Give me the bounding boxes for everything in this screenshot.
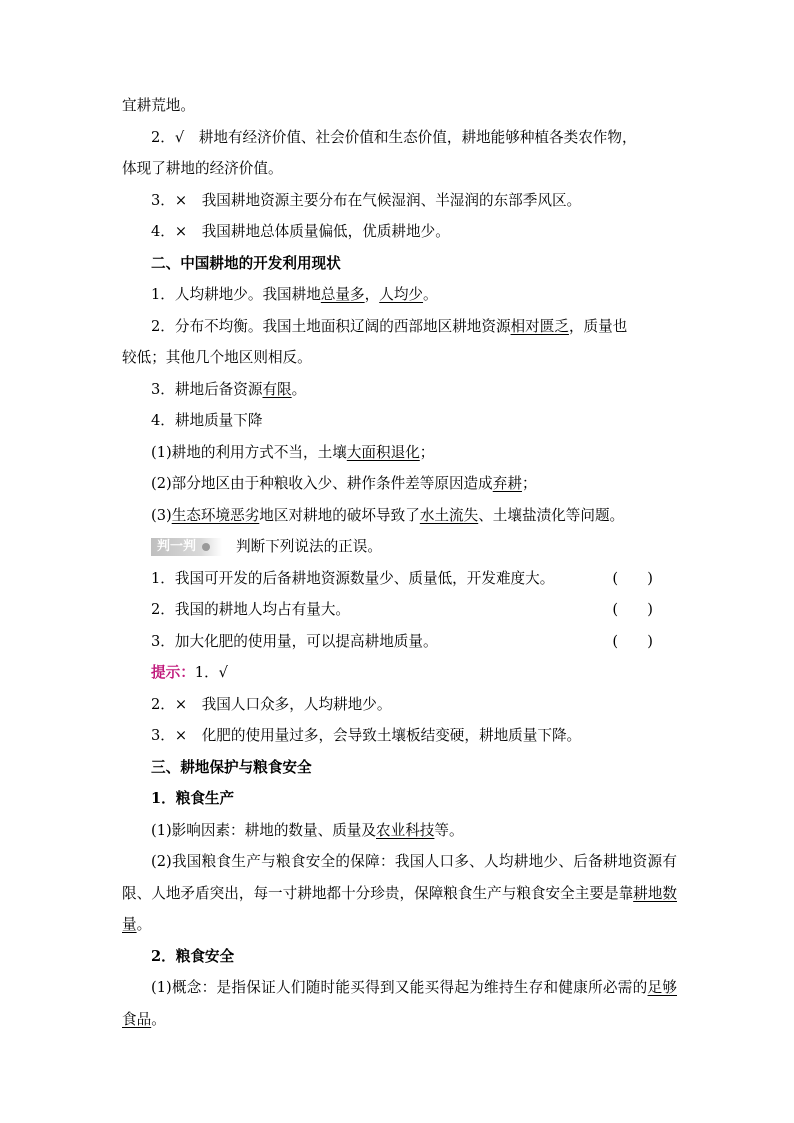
- paragraph: [122, 972, 677, 1035]
- subsection-heading: [122, 941, 677, 973]
- paragraph-text: 4．耕地质量下降: [151, 412, 263, 429]
- text-line: [122, 405, 677, 437]
- text-line: [122, 374, 677, 406]
- paragraph: [122, 846, 677, 941]
- question-line: [122, 563, 677, 595]
- exercise-header: [122, 531, 677, 563]
- paragraph-text: 3．× 我国耕地资源主要分布在气候湿润、半湿润的东部季风区。: [151, 191, 582, 209]
- paragraph-text: 1．人均耕地少。我国耕地: [151, 286, 321, 303]
- paragraph-text: 3．耕地后备资源: [151, 380, 263, 398]
- paragraph-text: 、土壤盐渍化等问题。: [478, 506, 625, 524]
- section-heading: [122, 248, 677, 280]
- exercise-tag: [151, 538, 222, 556]
- text-line: [122, 468, 677, 500]
- exercise-tag-label: 判一判: [157, 539, 197, 554]
- paragraph-text: (3): [151, 506, 172, 524]
- text-line: [122, 279, 677, 311]
- hint-label: 提示：: [151, 664, 195, 681]
- answer-line: [122, 689, 677, 721]
- paragraph-text: 2．× 我国人口众多，人均耕地少。: [151, 695, 392, 713]
- underlined-term: 人均少: [379, 286, 424, 303]
- subsection-heading-text: 2．粮食安全: [151, 947, 235, 965]
- punctuation: 。: [136, 916, 152, 933]
- paragraph-text: 4．× 我国耕地总体质量偏低，优质耕地少。: [151, 223, 450, 240]
- punctuation: ；: [521, 475, 537, 492]
- question-line: [122, 594, 677, 626]
- answer-line: [122, 216, 677, 248]
- answer-blank: ( ): [612, 632, 653, 650]
- circle-dot-icon: [202, 543, 210, 551]
- paragraph-text: 宜耕荒地。: [122, 97, 195, 114]
- punctuation: ，: [364, 286, 380, 303]
- paragraph-text: 等。: [434, 821, 464, 839]
- underlined-term: 总量多: [320, 286, 365, 303]
- underlined-term: 弃耕: [492, 475, 522, 492]
- underlined-term: 大面积退化: [346, 443, 420, 461]
- question-line: [122, 626, 677, 658]
- text-line: [122, 342, 677, 374]
- text-line: [122, 437, 677, 469]
- underlined-term: 有限: [262, 380, 292, 398]
- text-line: [122, 153, 677, 185]
- underlined-term: 农业科技: [376, 821, 435, 839]
- text-line: [122, 815, 677, 847]
- text-line: [122, 90, 677, 122]
- text-line: [122, 500, 677, 532]
- hint-line: [122, 657, 677, 689]
- question-text: 1．我国可开发的后备耕地资源数量少、质量低，开发难度大。: [151, 569, 555, 587]
- paragraph-text: 2．√ 耕地有经济价值、社会价值和生态价值，耕地能够种植各类农作物，: [151, 128, 637, 146]
- text-line: [122, 311, 677, 343]
- paragraph-text: 3．× 化肥的使用量过多，会导致土壤板结变硬，耕地质量下降。: [151, 727, 582, 744]
- paragraph-text: (2)部分地区由于种粮收入少、耕作条件差等原因造成: [151, 475, 493, 492]
- paragraph-text: (1)概念：是指保证人们随时能买得到又能买得起为维持生存和健康所必需的: [151, 979, 648, 996]
- punctuation: 。: [423, 286, 438, 303]
- exercise-instruction: 判断下列说法的正误。: [236, 538, 382, 555]
- punctuation: 。: [151, 1010, 166, 1028]
- underlined-term: 耕地数量: [122, 884, 677, 933]
- paragraph-text: (1)影响因素：耕地的数量、质量及: [151, 821, 376, 839]
- paragraph-text: 较低；其他几个地区则相反。: [122, 349, 312, 366]
- subsection-heading: [122, 783, 677, 815]
- hint-answer: 1．√: [194, 664, 228, 681]
- answer-line: [122, 720, 677, 752]
- answer-blank: ( ): [612, 569, 653, 587]
- question-text: 2．我国的耕地人均占有量大。: [151, 601, 351, 618]
- paragraph-text: 地区对耕地的破坏导致了: [259, 506, 420, 524]
- answer-line: [122, 122, 677, 154]
- paragraph-text: (1)耕地的利用方式不当，土壤: [151, 443, 347, 461]
- section-heading: [122, 752, 677, 784]
- paragraph-text: 体现了耕地的经济价值。: [122, 160, 283, 177]
- paragraph-text: 2．分布不均衡。我国土地面积辽阔的西部地区耕地资源: [151, 317, 511, 335]
- paragraph-text: (2)我国粮食生产与粮食安全的保障：我国人口多、人均耕地少、后备耕地资源有限、人地矛盾突出，每一寸耕地都十分珍贵，保障粮食生产与粮食安全主要是靠: [122, 853, 677, 902]
- punctuation: 。: [291, 380, 307, 398]
- answer-line: [122, 185, 677, 217]
- underlined-term: 生态环境恶劣: [171, 506, 260, 524]
- punctuation: ；: [419, 443, 435, 461]
- section-heading-text: 二、中国耕地的开发利用现状: [151, 254, 341, 272]
- underlined-term: 足够食品: [122, 979, 677, 1028]
- answer-blank: ( ): [612, 601, 653, 618]
- paragraph-text: ，质量也: [568, 317, 628, 335]
- question-text: 3．加大化肥的使用量，可以提高耕地质量。: [151, 632, 438, 650]
- subsection-heading-text: 1．粮食生产: [151, 790, 235, 807]
- document-page: [122, 90, 677, 1035]
- underlined-term: 相对匮乏: [510, 317, 569, 335]
- underlined-term: 水土流失: [419, 506, 479, 524]
- section-heading-text: 三、耕地保护与粮食安全: [151, 758, 312, 776]
